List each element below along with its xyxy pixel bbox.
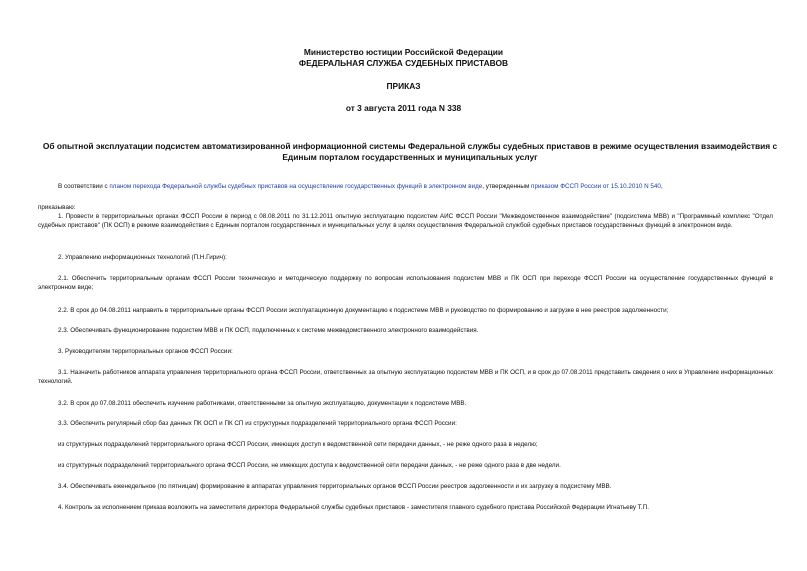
item-2-3: 2.3. Обеспечивать функционирование подсистем МВВ и ПК ОСП, подключенных к системе межведомственного электронного взаимодействия.: [58, 327, 479, 334]
item-4: 4. Контроль за исполнением приказа возложить на заместителя директора Федеральной службы судебных приставов - заместителя главного судебного пристава Российской Федерации Игнатьеву Т.П.: [58, 504, 649, 511]
order-word: приказываю:: [38, 204, 76, 211]
item-3-3-b: из структурных подразделений территориального органа ФССП России, не имеющих доступа к ведомственной сети передачи данных, - не реже одного раза в две недели.: [58, 462, 561, 469]
document-type: ПРИКАЗ: [386, 81, 421, 91]
item-3-2: 3.2. В срок до 07.08.2011 обеспечить изучение работниками, ответственными за опытную эксплуатацию, документации к подсистеме МВВ.: [58, 400, 467, 407]
plan-link[interactable]: планом перехода Федеральной службы судебных приставов на осуществление государственных функций в электронном виде: [109, 183, 483, 190]
item-2-2: 2.2. В срок до 04.08.2011 направить в территориальные органы ФССП России эксплуатационную документацию к подсистеме МВВ и руководство по формированию и загрузке в нее реестров задолженности;: [58, 307, 669, 314]
item-3: 3. Руководителям территориальных органов ФССП России:: [58, 348, 233, 355]
service-name: ФЕДЕРАЛЬНАЯ СЛУЖБА СУДЕБНЫХ ПРИСТАВОВ: [298, 58, 509, 68]
item-3-3: 3.3. Обеспечить регулярный сбор баз данных ПК ОСП и ПК СП из структурных подразделений территориального органа ФССП России:: [58, 420, 457, 427]
item-3-1: 3.1. Назначить работников аппарата управления территориального органа ФССП России, ответственных за опытную эксплуатацию подсистем МВВ и ПК ОСП, и в срок до 07.08.2011 представить сведения о них в Управление информационных технологий.: [38, 369, 773, 386]
item-2: 2. Управлению информационных технологий (П.Н.Гирич):: [58, 254, 227, 261]
item-3-4: 3.4. Обеспечивать еженедельное (по пятницам) формирование в аппаратах управления территориальных органов ФССП России реестров задолженности и их загрузку в подсистему МВВ.: [58, 483, 612, 490]
order-540-link[interactable]: приказом ФССП России от 15.10.2010 N 540: [531, 183, 661, 190]
document-date-number: от 3 августа 2011 года N 338: [345, 103, 462, 113]
intro-text-before: В соответствии с: [58, 183, 110, 190]
intro-text-middle: , утвержденным: [482, 183, 532, 190]
item-2-1: 2.1. Обеспечить территориальным органам ФССП России техническую и методическую поддержку по вопросам использования подсистем МВВ и ПК ОСП при переходе ФССП России на осуществление государственных функций в электронном виде;: [38, 275, 773, 292]
ministry-name: Министерство юстиции Российской Федерации: [303, 47, 504, 57]
intro-text-after: ,: [660, 183, 663, 190]
document-title: Об опытной эксплуатации подсистем автоматизированной информационной системы Федеральной службы судебных приставов в режиме осуществления взаимодействия с Единым порталом государственных и муниципальных услуг: [42, 141, 778, 162]
item-3-3-a: из структурных подразделений территориального органа ФССП России, имеющих доступ к ведомственной сети передачи данных, - не реже одного раза в неделю;: [58, 441, 538, 448]
intro-paragraph: [38, 182, 773, 191]
item-1: 1. Провести в территориальных органах ФССП России в период с 08.08.2011 по 31.12.2011 опытную эксплуатацию подсистем АИС ФССП России "Межведомственное взаимодействие" (подсистема МВВ) и "Программный комплекс "Отдел судебных приставов" (ПК ОСП) в режиме взаимодействия с Единым порталом государственных и муниципальных услуг в целях осуществления Федеральной службой судебных приставов государственных функций в электронном виде.: [38, 213, 773, 230]
